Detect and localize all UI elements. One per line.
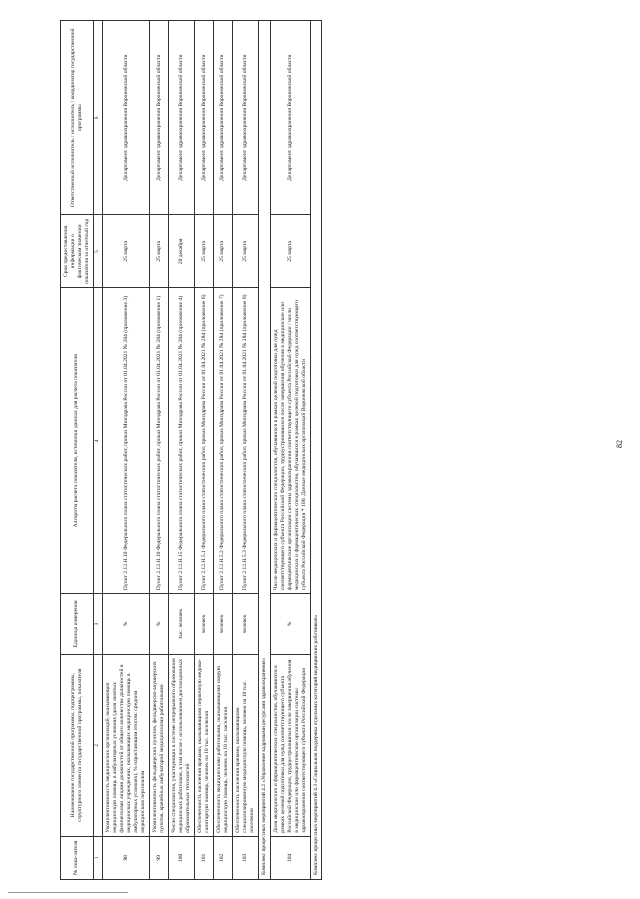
row-responsible: Департамент здравоохранения Воронежской области bbox=[195, 21, 214, 215]
header-responsible: Ответственный исполнитель / исполнитель / координатор государственной программы bbox=[61, 21, 94, 215]
row-algorithm: Число медицинских и фармацевтических специалистов, обучавшихся в рамках целевой подготовки для нужд соответствующего субъекта Российской Федерации, трудоустроившихся после завершения обучения в медицинские или фармацевтические организации системы здравоохранения соответствующего субъекта Российской Федерации / число медицинских и фармацевтических специалистов, обучавшихся в рамках целевой подготовки для нужд соответствующего субъекта Российской Федерации * 100. Данные медицинских организаций Воронежской области bbox=[270, 288, 310, 594]
row-responsible: Департамент здравоохранения Воронежской области bbox=[103, 21, 150, 215]
row-name: Доля медицинских и фармацевтических специалистов, обучавшихся в рамках целевой подготовки для нужд соответствующего субъекта Российской Федерации, трудоустроившихся после завершения обучения в медицинские или фармацевтические организации системы здравоохранения соответствующего субъекта Российской Федерации bbox=[270, 654, 310, 836]
row-unit: % bbox=[103, 594, 150, 655]
header-no: № пока-зателя bbox=[61, 836, 94, 879]
complex-row bbox=[310, 21, 322, 880]
row-no: 98 bbox=[103, 836, 150, 879]
row-deadline: 25 марта bbox=[195, 215, 214, 288]
row-responsible: Департамент здравоохранения Воронежской области bbox=[213, 21, 232, 215]
table-row bbox=[270, 21, 310, 880]
header-algorithm: Алгоритм расчета показателя, источники данных для расчета показателя bbox=[61, 288, 94, 594]
row-unit: человек bbox=[195, 594, 214, 655]
table-row bbox=[195, 21, 214, 880]
col-num: 4 bbox=[93, 288, 102, 594]
row-name: Обеспеченность медицинскими работниками, оказывающими скорую медицинскую помощь, человек на 10 тыс. населения bbox=[213, 654, 232, 836]
row-unit: % bbox=[150, 594, 169, 655]
footer-divider bbox=[8, 892, 128, 893]
indicators-table bbox=[60, 20, 322, 880]
row-algorithm: Пункт 2.12.Н.15 Федерального плана статистических работ, приказ Минздрава России от 01.04.2021 № 284 (приложение 4) bbox=[169, 288, 195, 594]
table-row bbox=[150, 21, 169, 880]
header-deadline: Срок предоставления информации о фактическом значении показателя за отчетный год bbox=[61, 215, 94, 288]
col-num: 1 bbox=[93, 836, 102, 879]
row-no: 103 bbox=[232, 836, 258, 879]
row-deadline: 25 марта bbox=[103, 215, 150, 288]
row-deadline: 25 марта bbox=[270, 215, 310, 288]
row-no: 99 bbox=[150, 836, 169, 879]
row-name: Укомплектованность фельдшерских пунктов, фельдшерско-акушерских пунктов, врачебных амбулаторий медицинскими работниками bbox=[150, 654, 169, 836]
col-num: 3 bbox=[93, 594, 102, 655]
row-deadline: 25 марта bbox=[213, 215, 232, 288]
row-algorithm: Пункт 2.12.Н.10 Федерального плана статистических работ, приказ Минздрава России от 01.04.2021 № 284 (приложение 3) bbox=[103, 288, 150, 594]
row-no: 100 bbox=[169, 836, 195, 879]
complex-title: Комплекс процессных мероприятий 4.3 «Социальная поддержка отдельных категорий медицинских работников» bbox=[310, 21, 322, 880]
column-number-row bbox=[93, 21, 102, 880]
complex-title: Комплекс процессных мероприятий 4.2 «Управление кадровыми ресурсами здравоохранения» bbox=[258, 21, 270, 880]
row-name: Обеспеченность населения врачами, оказывающими первичную медико-санитарную помощь, человек на 10 тыс. населения bbox=[195, 654, 214, 836]
row-algorithm: Пункт 2.12.Н.5.2 Федерального плана статистических работ, приказ Минздрава России от 01.04.2021 № 284 (приложение 7) bbox=[213, 288, 232, 594]
rotated-table-container bbox=[60, 20, 620, 880]
row-deadline: 25 марта bbox=[232, 215, 258, 288]
table-row bbox=[232, 21, 258, 880]
col-num: 5 bbox=[93, 215, 102, 288]
page-number: 82 bbox=[615, 440, 624, 448]
header-row bbox=[61, 21, 94, 880]
row-responsible: Департамент здравоохранения Воронежской области bbox=[232, 21, 258, 215]
table-row bbox=[103, 21, 150, 880]
row-responsible: Департамент здравоохранения Воронежской области bbox=[150, 21, 169, 215]
header-unit: Единица измерения bbox=[61, 594, 94, 655]
row-unit: человек bbox=[213, 594, 232, 655]
row-deadline: 25 марта bbox=[150, 215, 169, 288]
row-algorithm: Пункт 2.12.Н.5.1 Федерального плана статистических работ, приказ Минздрава России от 01.04.2021 № 284 (приложение 6) bbox=[195, 288, 214, 594]
table-row bbox=[169, 21, 195, 880]
row-name: Обеспеченность населения врачами, оказывающими специализированную медицинскую помощь, человек на 10 тыс. населения bbox=[232, 654, 258, 836]
table-row bbox=[213, 21, 232, 880]
col-num: 2 bbox=[93, 654, 102, 836]
row-responsible: Департамент здравоохранения Воронежской области bbox=[270, 21, 310, 215]
row-no: 101 bbox=[195, 836, 214, 879]
row-algorithm: Пункт 2.12.Н.10 Федерального плана статистических работ, приказ Минздрава России от 01.04.2021 № 284 (приложение 1) bbox=[150, 288, 169, 594]
complex-row bbox=[258, 21, 270, 880]
header-name: Наименование государственной программы, подпрограммы, структурного элемента государственной программы, показателя bbox=[61, 654, 94, 836]
col-num: 6 bbox=[93, 21, 102, 215]
row-deadline: 20 декабря bbox=[169, 215, 195, 288]
row-responsible: Департамент здравоохранения Воронежской области bbox=[169, 21, 195, 215]
row-name: Число специалистов, участвующих в системе непрерывного образования медицинских работников, в том числе с использованием дистанционных образовательных технологий bbox=[169, 654, 195, 836]
row-algorithm: Пункт 2.12.Н.5.3 Федерального плана статистических работ, приказ Минздрава России от 01.04.2021 № 284 (приложение 8) bbox=[232, 288, 258, 594]
row-no: 104 bbox=[270, 836, 310, 879]
row-name: Укомплектованность медицинских организаций, оказывающих медицинскую помощь в амбулаторных условиях (доля занятых физическими лицами должностей от общего количества должностей в медицинских учреждениях, оказывающих медицинскую помощь в амбулаторных условиях), % нарастающим итогом: средним медицинским персоналом bbox=[103, 654, 150, 836]
row-unit: человек bbox=[232, 594, 258, 655]
row-no: 102 bbox=[213, 836, 232, 879]
row-unit: тыс. человек bbox=[169, 594, 195, 655]
row-unit: % bbox=[270, 594, 310, 655]
